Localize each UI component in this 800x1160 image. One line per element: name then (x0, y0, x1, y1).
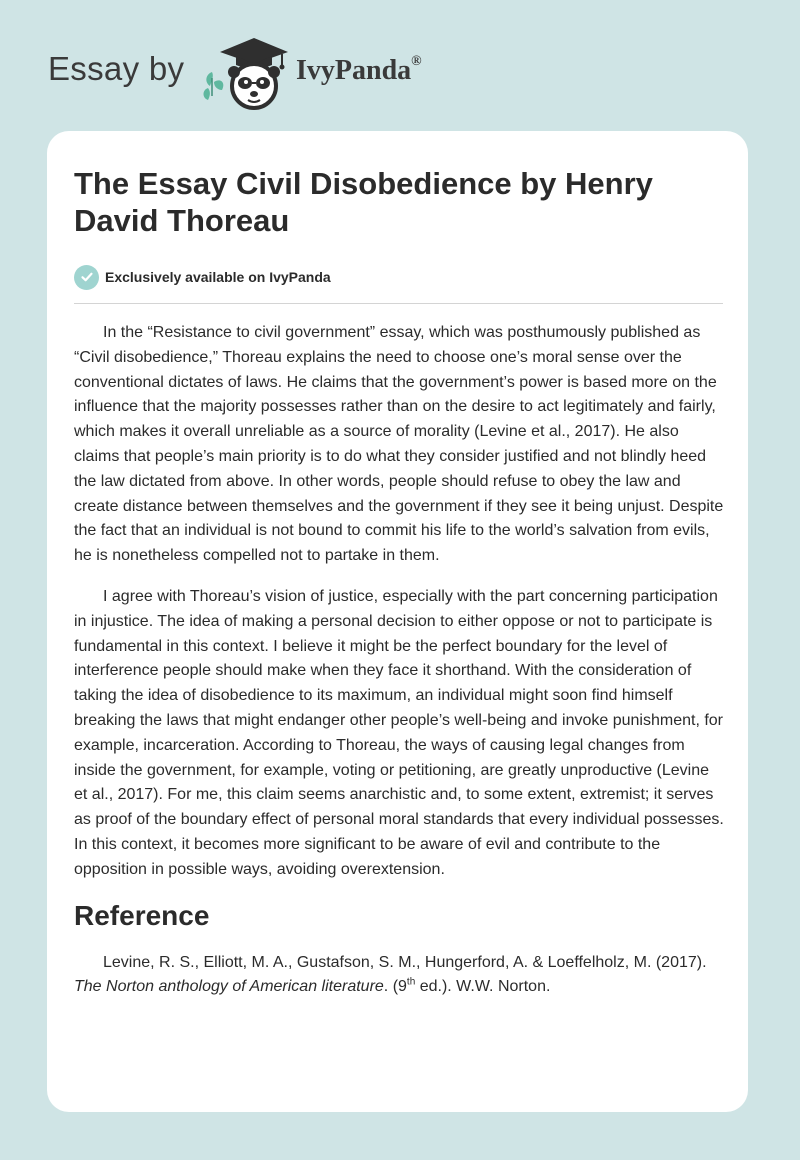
paragraph: I agree with Thoreau’s vision of justice, especially with the part concerning participation in injustice. The idea of making a personal decision to either oppose or not to participate is fundamental in this context. I believe it might be the perfect boundary for the level of interference people should make when they face it shorthand. With the consideration of taking the idea of disobedience to its maximum, an individual might soon find himself breaking the laws that might endanger other people’s well-being and invoke punishment, for example, incarceration. According to Thoreau, the ways of causing legal changes from inside the government, for example, voting or petitioning, are greatly unproductive (Levine et al., 2017). For me, this claim seems anarchistic and, to some extent, extremist; it serves as proof of the boundary effect of personal moral standards that every individual possesses. In this context, it becomes more significant to be aware of evil and contribute to the opposition in possible ways, avoiding overextension. (74, 587, 724, 878)
essay-title: The Essay Civil Disobedience by Henry David Thoreau (74, 166, 653, 238)
reference-entry (74, 951, 726, 1001)
reference-book-title: The Norton anthology of American literature (74, 978, 384, 996)
reference-publisher: ed.). W.W. Norton. (415, 978, 551, 996)
reference-authors: Levine, R. S., Elliott, M. A., Gustafson, S. M., Hungerford, A. & Loeffelholz, M. (2017). (103, 953, 707, 971)
reference-edition: . (9 (383, 978, 407, 996)
essay-body (74, 321, 726, 1000)
exclusive-badge (74, 264, 331, 290)
site-header (0, 0, 800, 130)
paragraph: In the “Resistance to civil government” essay, which was posthumously published as “Civil disobedience,” Thoreau explains the need to choose one’s moral sense over the conventional dictates of laws. He claims that the government’s power is based more on the influence that the majority possesses rather than on the desire to act legitimately and fairly, which makes it overall unreliable as a source of morality (Levine et al., 2017). He also claims that people’s main priority is to do what they consider justified and not blindly heed the law dictated from above. In other words, people should refuse to obey the law and create distance between themselves and the government if they see it being unjust. Despite the fact that an individual is not bound to commit his life to the world’s salvation from evils, he is nonetheless compelled not to partake in them. (74, 324, 724, 565)
brand-name-text: IvyPanda (296, 55, 412, 86)
brand-prefix: Essay by (48, 50, 185, 87)
panda-graduation-cap-icon[interactable] (198, 32, 296, 112)
reference-edition-sup: th (406, 977, 416, 988)
reference-heading: Reference (74, 899, 210, 931)
brand-name[interactable] (296, 55, 422, 87)
divider (74, 303, 723, 304)
check-circle-icon (74, 265, 99, 290)
registered-mark: ® (411, 53, 422, 69)
leaf-icon (204, 72, 224, 100)
badge-label: Exclusively available on IvyPanda (105, 269, 331, 285)
essay-card (47, 131, 748, 1112)
